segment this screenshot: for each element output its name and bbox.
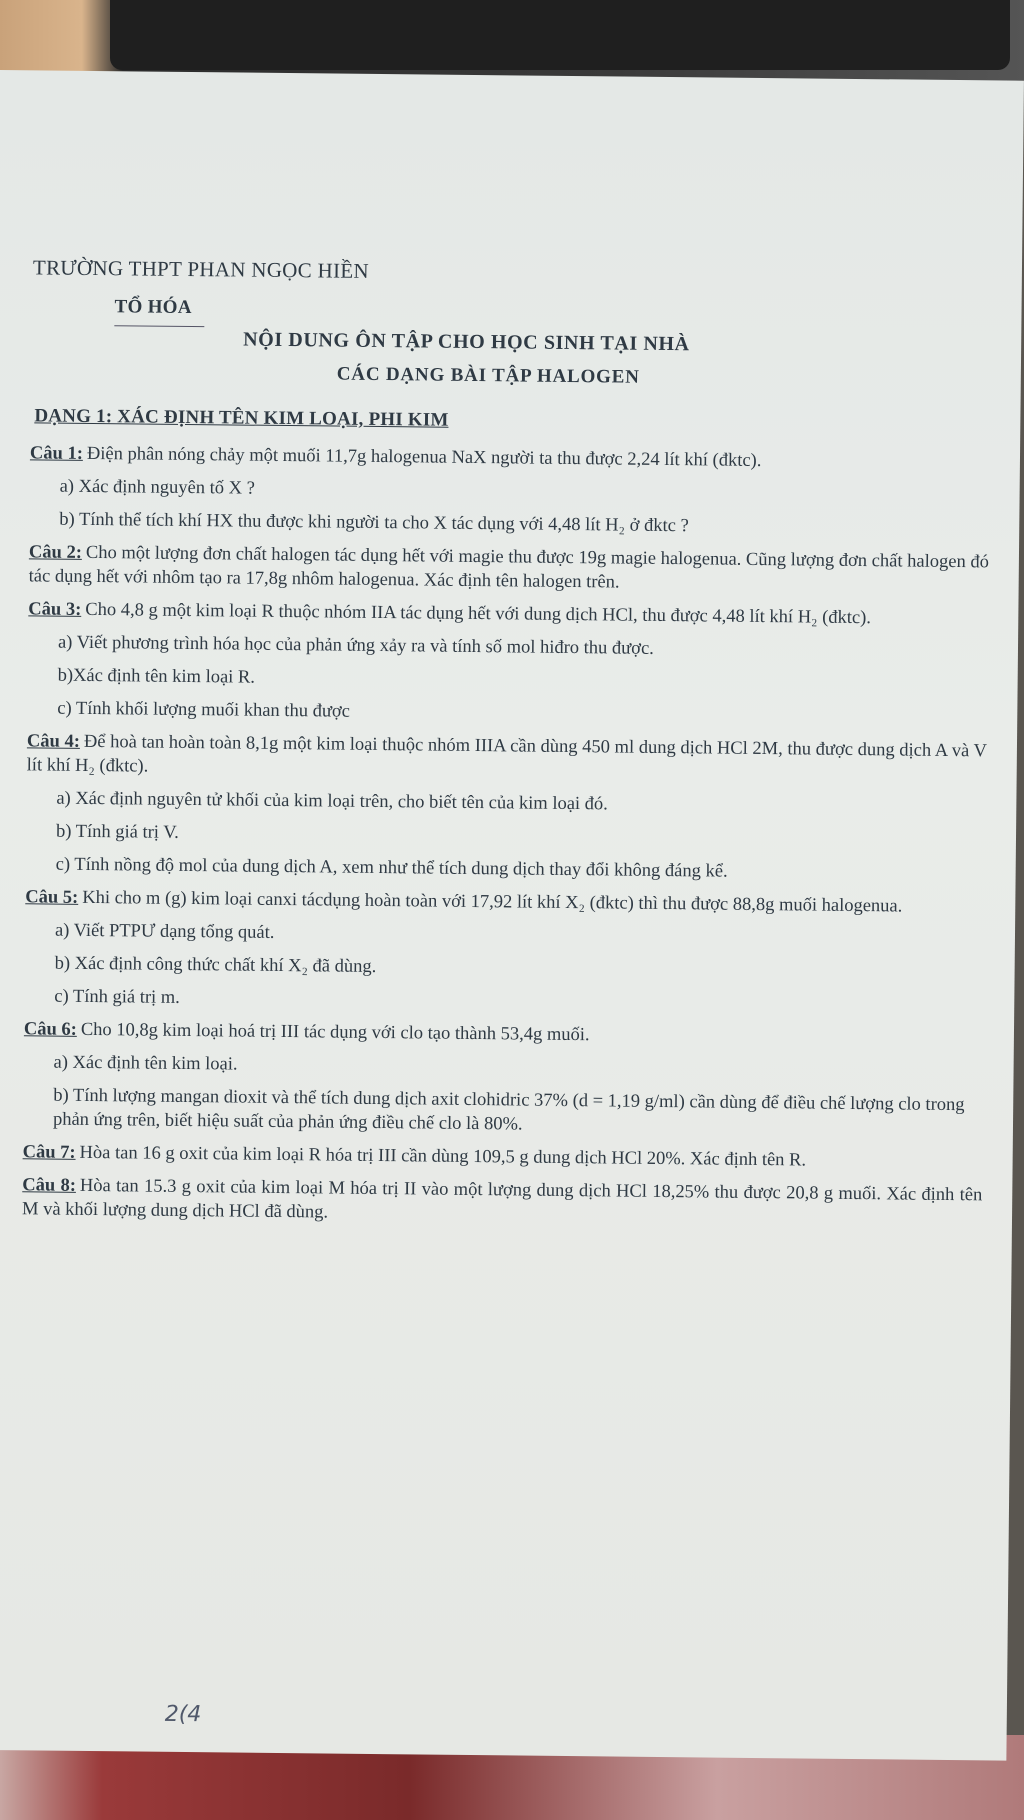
question-part: b) Tính lượng mangan dioxit và thể tích dung dịch axit clohidric 37% (d = 1,19 g/ml) cần dùng để điều chế lượng clo trong phản ứng trên, biết hiệu suất của phản ứng điều chế clo là 80%.: [52, 1085, 965, 1135]
handwritten-note: 2(4: [164, 1701, 202, 1728]
question-text: Khi cho m (g) kim loại canxi tácdụng hoàn toàn với 17,92 lít khí X₂ (đktc) thì thu được 88,8g muối halogenua.: [82, 887, 903, 917]
question-list: [22, 432, 990, 1231]
question-text: Cho 10,8g kim loại hoá trị III tác dụng với clo tạo thành 53,4g muối.: [80, 1019, 590, 1046]
keyboard-background: [110, 0, 1010, 70]
school-name: TRƯỜNG THPT PHAN NGỌC HIỀN: [32, 255, 370, 283]
section-heading: DẠNG 1: XÁC ĐỊNH TÊN KIM LOẠI, PHI KIM: [34, 405, 449, 431]
question-label: Câu 2:: [28, 542, 83, 563]
question-part: c) Tính giá trị m.: [54, 986, 180, 1008]
page-subtitle: CÁC DẠNG BÀI TẬP HALOGEN: [336, 363, 640, 388]
question-part: b) Xác định công thức chất khí X₂ đã dùng.: [54, 953, 377, 977]
worksheet-page: [0, 70, 1024, 1761]
question-text: Hòa tan 15.3 g oxit của kim loại M hóa trị II vào một lượng dung dịch HCl 18,25% thu được 20,8 g muối. Xác định tên M và khối lượng dung dịch HCl đã dùng.: [21, 1175, 983, 1223]
question-part: c) Tính nồng độ mol của dung dịch A, xem như thể tích dung dịch thay đổi không đáng kể.: [55, 854, 728, 882]
question-part: c) Tính khối lượng muối khan thu được: [57, 698, 351, 722]
question-part: a) Xác định nguyên tố X ?: [59, 476, 255, 499]
question-label: Câu 8:: [22, 1175, 77, 1196]
page-title: NỘI DUNG ÔN TẬP CHO HỌC SINH TẠI NHÀ: [243, 328, 690, 356]
question-part: b) Tính thể tích khí HX thu được khi người ta cho X tác dụng với 4,48 lít H₂ ở đktc ?: [59, 509, 689, 537]
question-text: Để hoà tan hoàn toàn 8,1g một kim loại thuộc nhóm IIIA cần dùng 450 ml dung dịch HCl 2M, thu được dung dịch A và V lít khí H₂ (đktc).: [26, 731, 988, 777]
question-text: Hòa tan 16 g oxit của kim loại R hóa trị III cần dùng 109,5 g dung dịch HCl 20%. Xác định tên R.: [79, 1142, 807, 1171]
question-label: Câu 6:: [23, 1019, 77, 1040]
department-name: TỔ HÓA: [114, 296, 192, 319]
question-label: Câu 5:: [25, 887, 79, 908]
question-part: a) Viết PTPƯ dạng tổng quát.: [54, 920, 275, 943]
question-part: a) Xác định tên kim loại.: [53, 1052, 238, 1075]
question-text: Cho 4,8 g một kim loại R thuộc nhóm IIA tác dụng hết với dung dịch HCl, thu được 4,48 lít khí H₂ (đktc).: [85, 599, 872, 629]
question-part: a) Xác định nguyên tử khối của kim loại trên, cho biết tên của kim loại đó.: [56, 788, 608, 815]
question-text: Cho một lượng đơn chất halogen tác dụng hết với magie thu được 19g magie halogenua. Cũng lượng đơn chất halogen đó tác dụng hết với nhôm tạo ra 17,8g nhôm halogenua. Xác định tên halogen trên.: [28, 542, 990, 593]
question-label: Câu 1:: [29, 443, 84, 464]
question-8: [22, 1164, 983, 1231]
question-label: Câu 3:: [28, 599, 82, 620]
question-4: [27, 720, 988, 787]
question-label: Câu 4:: [26, 731, 81, 752]
question-part: b)Xác định tên kim loại R.: [57, 665, 256, 688]
question-2: [29, 531, 990, 598]
department-underline: [114, 325, 204, 327]
question-part: a) Viết phương trình hóa học của phản ứng xảy ra và tính số mol hiđro thu được.: [57, 632, 654, 659]
question-text: Điện phân nóng chảy một muối 11,7g halogenua NaX người ta thu được 2,24 lít khí (đktc).: [86, 443, 762, 471]
question-label: Câu 7:: [22, 1142, 76, 1163]
question-part: b) Tính giá trị V.: [55, 821, 179, 843]
